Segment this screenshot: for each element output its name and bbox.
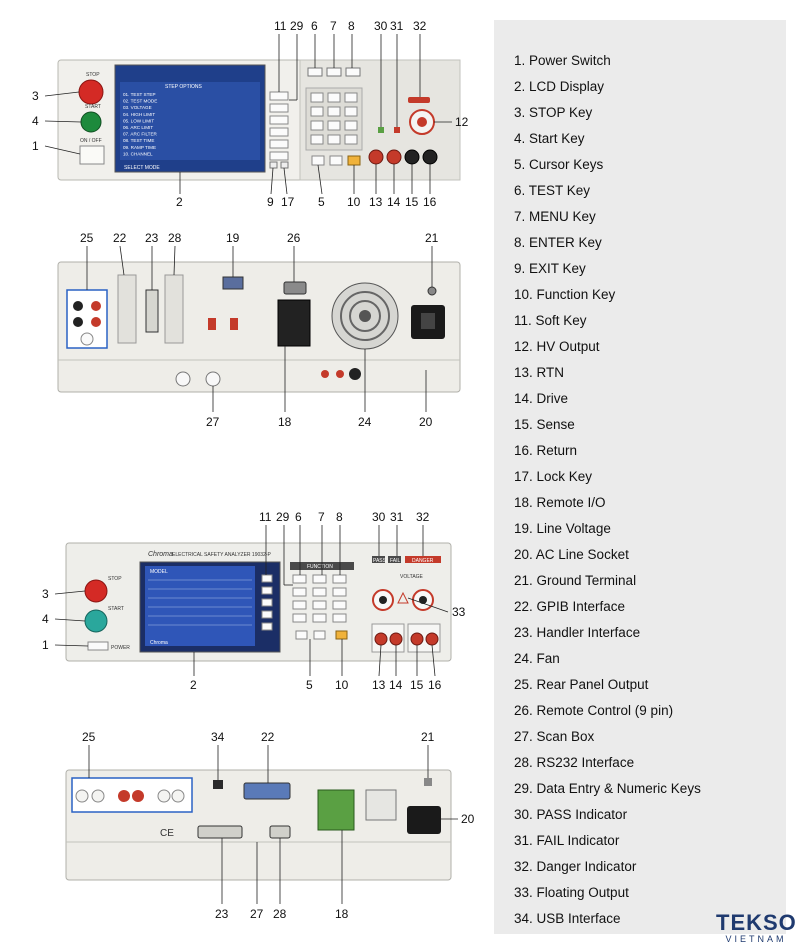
remote-control-port[interactable] — [284, 282, 306, 294]
start-label: START — [108, 606, 124, 612]
callout-label: 30 — [374, 19, 388, 33]
callout-label: 31 — [390, 510, 404, 524]
ce-mark: CE — [160, 828, 174, 839]
rear-panel-a — [58, 231, 460, 429]
callout-label: 33 — [452, 605, 466, 619]
callout-label: 4 — [32, 114, 39, 128]
soft-key[interactable] — [262, 623, 272, 630]
callout-label: 6 — [295, 510, 302, 524]
rear-output-terminal[interactable] — [76, 790, 88, 802]
legend-item: 5. Cursor Keys — [514, 157, 604, 172]
power-label: POWER — [111, 645, 130, 651]
lcd-a-row: 10. CHANNEL — [123, 151, 153, 157]
voltage-label: VOLTAGE — [400, 574, 423, 580]
soft-key[interactable] — [262, 611, 272, 618]
callout-label: 29 — [276, 510, 290, 524]
ac-line-socket[interactable] — [407, 806, 441, 834]
numeric-key[interactable] — [311, 107, 323, 116]
brand-sub: VIETNAM — [725, 934, 787, 944]
soft-key[interactable] — [270, 140, 288, 148]
callout-label: 19 — [226, 231, 240, 245]
start-label: START — [85, 104, 101, 110]
panel-b-header: ELECTRICAL SAFETY ANALYZER 19032-P — [172, 552, 271, 558]
soft-key[interactable] — [270, 104, 288, 112]
cursor-key-left[interactable] — [312, 156, 324, 165]
legend-list — [494, 20, 786, 932]
callout-label: 11 — [274, 19, 287, 33]
callout-label: 18 — [335, 907, 349, 921]
rtn-terminal[interactable] — [375, 633, 387, 645]
start-button[interactable] — [85, 610, 107, 632]
sense-terminal[interactable] — [411, 633, 423, 645]
danger-indicator — [408, 97, 430, 103]
stop-label: STOP — [86, 72, 100, 78]
lcd-a-row: 04. HIGH LIMIT — [123, 111, 156, 117]
legend-item: 30. PASS Indicator — [514, 807, 628, 822]
callout-label: 32 — [413, 19, 427, 33]
fail-label: FAIL — [390, 558, 401, 564]
legend-item: 32. Danger Indicator — [514, 859, 637, 874]
lock-key[interactable] — [281, 162, 288, 168]
callout-label: 14 — [389, 678, 403, 692]
cursor-key-right[interactable] — [330, 156, 342, 165]
callout-label: 2 — [190, 678, 197, 692]
numeric-key[interactable] — [328, 121, 340, 130]
legend-item: 34. USB Interface — [514, 911, 621, 926]
front-panel-b — [42, 510, 466, 692]
numeric-keypad-a — [306, 88, 362, 150]
front-panel-a — [32, 19, 469, 209]
lcd-a-row: 09. RAMP TIME — [123, 144, 157, 150]
callout-label: 5 — [318, 195, 325, 209]
callout-label: 2 — [176, 195, 183, 209]
legend-item: 1. Power Switch — [514, 53, 611, 68]
callout-label: 13 — [369, 195, 383, 209]
callout-label: 21 — [421, 730, 435, 744]
callout-label: 15 — [410, 678, 424, 692]
scan-port[interactable] — [176, 372, 190, 386]
rear-hv-terminal[interactable] — [81, 333, 93, 345]
numeric-key[interactable] — [333, 614, 346, 622]
callout-label: 7 — [318, 510, 325, 524]
callout-label: 34 — [211, 730, 225, 744]
legend-item: 18. Remote I/O — [514, 495, 606, 510]
lcd-b-footer: Chroma — [150, 640, 168, 646]
callout-label: 20 — [419, 415, 433, 429]
callout-label: 13 — [372, 678, 386, 692]
rs232-slot — [165, 275, 183, 343]
soft-key[interactable] — [270, 128, 288, 136]
numeric-key[interactable] — [313, 614, 326, 622]
rear-output-terminal[interactable] — [73, 301, 83, 311]
callout-label: 11 — [259, 510, 272, 524]
return-terminal[interactable] — [426, 633, 438, 645]
brand-logo — [716, 912, 796, 945]
legend-item: 26. Remote Control (9 pin) — [514, 703, 674, 718]
cursor-key-right[interactable] — [314, 631, 325, 639]
legend-item: 16. Return — [514, 443, 578, 458]
callout-label: 25 — [80, 231, 94, 245]
legend-item: 10. Function Key — [514, 287, 616, 302]
stop-label: STOP — [108, 576, 122, 582]
line-voltage-selector[interactable] — [223, 277, 243, 289]
sense-terminal[interactable] — [405, 150, 419, 164]
numeric-key[interactable] — [328, 93, 340, 102]
legend-item: 22. GPIB Interface — [514, 599, 626, 614]
callout-label: 32 — [416, 510, 430, 524]
remote-io-block[interactable] — [278, 300, 310, 346]
usb-port[interactable] — [213, 780, 223, 789]
soft-key[interactable] — [270, 152, 288, 160]
lcd-a-footer: SELECT MODE — [124, 165, 160, 171]
rear-output-terminal[interactable] — [132, 790, 144, 802]
lcd-a-rows — [123, 92, 158, 156]
callout-label: 8 — [336, 510, 343, 524]
legend-item: 31. FAIL Indicator — [514, 833, 620, 848]
lcd-a-title: STEP OPTIONS — [165, 84, 202, 90]
callout-label: 3 — [32, 89, 39, 103]
legend-item: 6. TEST Key — [514, 183, 591, 198]
rear-output-terminal[interactable] — [158, 790, 170, 802]
soft-key[interactable] — [262, 587, 272, 594]
drive-terminal[interactable] — [387, 150, 401, 164]
lcd-a-row: 02. TEST MODE — [123, 98, 158, 104]
callout-label: 25 — [82, 730, 96, 744]
legend-item: 2. LCD Display — [514, 79, 605, 94]
stop-button[interactable] — [85, 580, 107, 602]
callout-label: 16 — [423, 195, 437, 209]
legend-item: 11. Soft Key — [514, 313, 587, 328]
rear-output-terminal[interactable] — [91, 301, 101, 311]
numeric-key[interactable] — [313, 601, 326, 609]
numeric-key[interactable] — [293, 601, 306, 609]
legend-item: 25. Rear Panel Output — [514, 677, 649, 692]
legend-item: 28. RS232 Interface — [514, 755, 635, 770]
scan-port[interactable] — [206, 372, 220, 386]
legend-item: 21. Ground Terminal — [514, 573, 637, 588]
numeric-key[interactable] — [333, 575, 346, 583]
lcd-a-row: 06. ARC LIMIT — [123, 125, 154, 130]
rear-output-terminal[interactable] — [172, 790, 184, 802]
callout-label: 20 — [461, 812, 475, 826]
exit-key[interactable] — [270, 162, 277, 168]
legend-item: 20. AC Line Socket — [514, 547, 629, 562]
soft-key[interactable] — [262, 575, 272, 582]
lcd-b-title: MODEL — [150, 569, 168, 575]
legend-item: 8. ENTER Key — [514, 235, 602, 250]
numeric-key[interactable] — [328, 135, 340, 144]
power-switch[interactable] — [88, 642, 108, 650]
numeric-key[interactable] — [293, 614, 306, 622]
power-switch[interactable] — [80, 146, 104, 164]
rs232-interface[interactable] — [270, 826, 290, 838]
callout-label: 18 — [278, 415, 292, 429]
lcd-a-row: 01. TEST STEP — [123, 92, 156, 97]
callout-label: 30 — [372, 510, 386, 524]
numeric-key[interactable] — [345, 93, 357, 102]
callout-label: 9 — [267, 195, 274, 209]
pass-label: PASS — [373, 558, 386, 564]
legend-item: 23. Handler Interface — [514, 625, 641, 640]
numeric-key[interactable] — [328, 107, 340, 116]
numeric-key[interactable] — [311, 135, 323, 144]
ground-terminal[interactable] — [428, 287, 436, 295]
ground-terminal[interactable] — [424, 778, 432, 786]
numeric-key[interactable] — [311, 93, 323, 102]
callout-label: 8 — [348, 19, 355, 33]
callout-label: 7 — [330, 19, 337, 33]
function-key[interactable] — [348, 156, 360, 165]
legend-item: 4. Start Key — [514, 131, 585, 146]
numeric-key[interactable] — [333, 601, 346, 609]
numeric-key[interactable] — [345, 107, 357, 116]
numeric-key[interactable] — [311, 121, 323, 130]
lcd-a-row: 05. LOW LIMIT — [123, 118, 155, 124]
legend-item: 12. HV Output — [514, 339, 600, 354]
brand-name: TEKSO — [716, 910, 797, 935]
callout-label: 12 — [455, 115, 469, 129]
rear-output-terminal[interactable] — [118, 790, 130, 802]
numeric-key[interactable] — [333, 588, 346, 596]
fail-indicator — [394, 127, 400, 133]
rear-output-terminal[interactable] — [73, 317, 83, 327]
enter-key[interactable] — [346, 68, 360, 76]
legend-item: 9. EXIT Key — [514, 261, 586, 276]
callout-label: 15 — [405, 195, 419, 209]
callout-label: 23 — [215, 907, 229, 921]
soft-key[interactable] — [262, 599, 272, 606]
numeric-key[interactable] — [293, 588, 306, 596]
function-key[interactable] — [336, 631, 347, 639]
callout-label: 5 — [306, 678, 313, 692]
numeric-key[interactable] — [345, 121, 357, 130]
callout-label: 1 — [42, 638, 49, 652]
callout-label: 21 — [425, 231, 439, 245]
return-terminal[interactable] — [423, 150, 437, 164]
handler-interface[interactable] — [198, 826, 242, 838]
callout-label: 27 — [206, 415, 220, 429]
callout-label: 14 — [387, 195, 401, 209]
callout-label: 22 — [261, 730, 275, 744]
legend-item: 3. STOP Key — [514, 105, 593, 120]
numeric-key[interactable] — [313, 575, 326, 583]
legend-item: 24. Fan — [514, 651, 560, 666]
gpib-slot — [118, 275, 136, 343]
callout-label: 3 — [42, 587, 49, 601]
start-button[interactable] — [81, 112, 101, 132]
callout-label: 6 — [311, 19, 318, 33]
soft-key[interactable] — [270, 92, 288, 100]
panel-b-brand: Chroma — [148, 551, 173, 558]
pass-indicator — [378, 127, 384, 133]
rtn-terminal[interactable] — [369, 150, 383, 164]
callout-label: 24 — [358, 415, 372, 429]
legend-item: 7. MENU Key — [514, 209, 596, 224]
drive-terminal[interactable] — [390, 633, 402, 645]
rear-output-terminal[interactable] — [91, 317, 101, 327]
stop-button[interactable] — [79, 80, 103, 104]
cursor-key-left[interactable] — [296, 631, 307, 639]
legend-item: 15. Sense — [514, 417, 575, 432]
callout-label: 4 — [42, 612, 49, 626]
callout-label: 26 — [287, 231, 301, 245]
numeric-key[interactable] — [313, 588, 326, 596]
soft-key[interactable] — [270, 116, 288, 124]
legend-item: 29. Data Entry & Numeric Keys — [514, 781, 701, 796]
remote-io-block[interactable] — [318, 790, 354, 830]
test-key[interactable] — [308, 68, 322, 76]
callout-label: 22 — [113, 231, 127, 245]
numeric-key[interactable] — [345, 135, 357, 144]
danger-label: DANGER — [412, 558, 434, 564]
callout-label: 16 — [428, 678, 442, 692]
callout-label: 29 — [290, 19, 304, 33]
menu-key[interactable] — [327, 68, 341, 76]
numeric-key[interactable] — [293, 575, 306, 583]
lcd-a-row: 07. ARC FILTER — [123, 131, 157, 137]
callout-label: 27 — [250, 907, 264, 921]
legend-item: 14. Drive — [514, 391, 569, 406]
legend-item: 17. Lock Key — [514, 469, 593, 484]
callout-label: 10 — [347, 195, 361, 209]
callout-label: 10 — [335, 678, 349, 692]
legend-item: 33. Floating Output — [514, 885, 629, 900]
handler-interface[interactable] — [146, 290, 158, 332]
rear-panel-b — [66, 730, 475, 921]
function-label: FUNCTION — [307, 564, 333, 570]
lcd-a-row: 08. TEST TIME — [123, 138, 155, 144]
parts-legend — [494, 20, 786, 934]
callout-label: 23 — [145, 231, 159, 245]
legend-item: 19. Line Voltage — [514, 521, 611, 536]
lcd-a-row: 03. VOLTAGE — [123, 105, 152, 111]
callout-label: 28 — [273, 907, 287, 921]
legend-item: 27. Scan Box — [514, 729, 595, 744]
rear-output-terminal[interactable] — [92, 790, 104, 802]
gpib-interface[interactable] — [244, 783, 290, 799]
callout-label: 28 — [168, 231, 182, 245]
callout-label: 31 — [390, 19, 404, 33]
power-label: ON / OFF — [80, 138, 102, 144]
callout-label: 17 — [281, 195, 295, 209]
callout-label: 1 — [32, 139, 39, 153]
legend-item: 13. RTN — [514, 365, 565, 380]
